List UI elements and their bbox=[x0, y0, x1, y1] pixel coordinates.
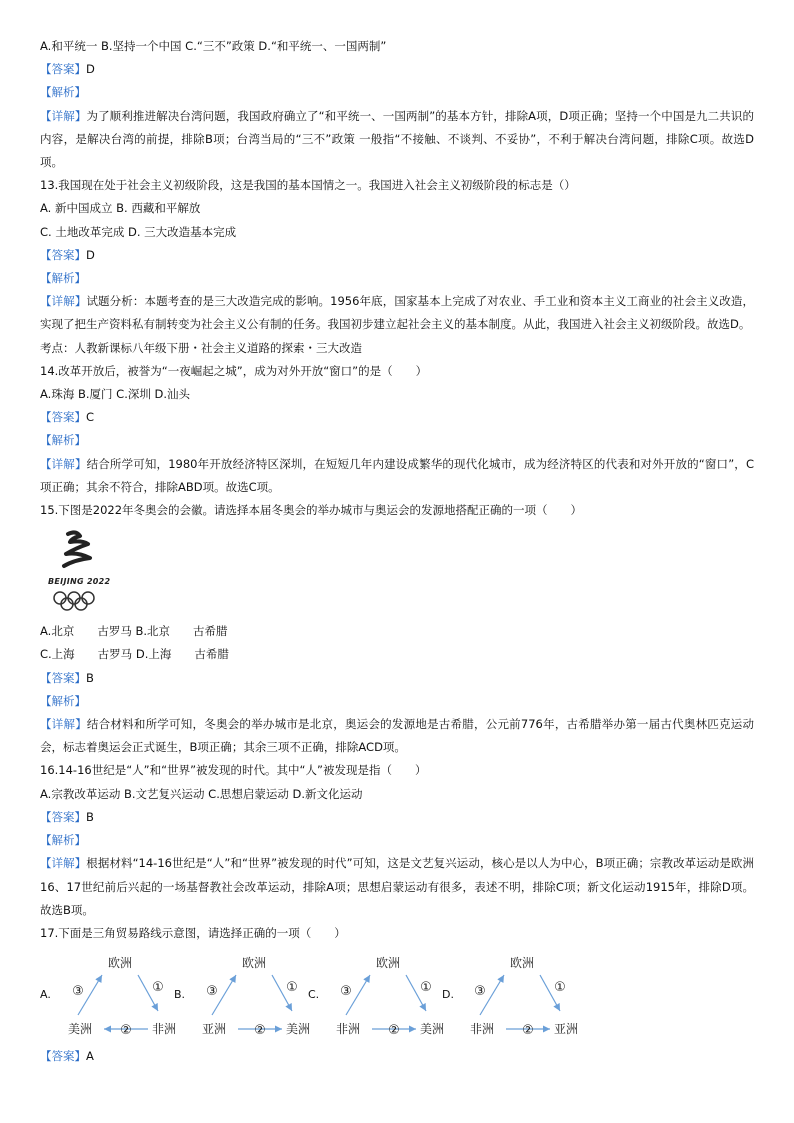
answer-value: B bbox=[86, 809, 94, 824]
document-body bbox=[40, 35, 754, 1068]
q15-options-line1: A.北京 古罗马 B.北京 古希腊 bbox=[40, 624, 228, 639]
detail-text: 试题分析：本题考查的是三大改造完成的影响。1956年底，国家基本上完成了对农业、手工业和资本主义工商业的社会主义改造，实现了把生产资料私有制转变为社会主义公有制的任务。我国初步建立起社会主义的基本制度。从此，我国进入社会主义初级阶段。故选D。 bbox=[40, 294, 755, 332]
detail-tag: 【详解】 bbox=[40, 294, 87, 309]
detail-text: 结合所学可知，1980年开放经济特区深圳，在短短几年内建设成繁华的现代化城市，成为经济特区的代表和对外开放的“窗口”，C项正确；其余不符合，排除ABD项。故选C项。 bbox=[40, 456, 754, 494]
continent-right-label: 美洲 bbox=[419, 1022, 445, 1037]
route-3-number: ③ bbox=[206, 984, 218, 1000]
continent-top-label: 欧洲 bbox=[375, 956, 401, 971]
route-1-number: ① bbox=[286, 980, 298, 996]
q13-options-line2: C. 土地改革完成 D. 三大改造基本完成 bbox=[40, 224, 237, 239]
diagram-c bbox=[308, 945, 458, 1045]
continent-right-label: 非洲 bbox=[151, 1022, 177, 1037]
q14-stem: 14.改革开放后，被誉为“一夜崛起之城”，成为对外开放“窗口”的是（ ） bbox=[40, 363, 428, 378]
answer-tag: 【答案】 bbox=[40, 670, 86, 685]
continent-top-label: 欧洲 bbox=[107, 956, 133, 971]
diagram-d bbox=[442, 945, 592, 1045]
q15-analysis-tag: 【解析】 bbox=[40, 693, 86, 708]
q16-answer bbox=[40, 806, 754, 829]
q15-answer bbox=[40, 667, 754, 690]
diagram-a bbox=[40, 945, 190, 1045]
detail-text: 为了顺利推进解决台湾问题，我国政府确立了“和平统一、一国两制”的基本方针，排除A项，D项正确；坚持一个中国是九二共识的内容，是解决台湾的前提，排除B项；台湾当局的“三不”政策 一般指“不接触、不谈判、不妥协”，不利于解决台湾问题，排除C项。故选D项。 bbox=[40, 108, 755, 170]
q15-stem: 15.下图是2022年冬奥会的会徽。请选择本届冬奥会的举办城市与奥运会的发源地搭配正确的一项（ ） bbox=[40, 503, 583, 518]
q13-options-line1: A. 新中国成立 B. 西藏和平解放 bbox=[40, 201, 201, 216]
q15-detail bbox=[40, 713, 754, 759]
diagram-option-label: A. bbox=[40, 988, 51, 1002]
q16-options: A.宗教改革运动 B.文艺复兴运动 C.思想启蒙运动 D.新文化运动 bbox=[40, 786, 363, 801]
q13-kaodian: 考点：人教新课标八年级下册・社会主义道路的探索・三大改造 bbox=[40, 340, 362, 355]
continent-right-label: 亚洲 bbox=[553, 1022, 579, 1037]
route-2-number: ② bbox=[254, 1023, 266, 1039]
diagram-option-label: D. bbox=[442, 988, 454, 1002]
q16-analysis-tag: 【解析】 bbox=[40, 833, 86, 848]
answer-value: B bbox=[86, 670, 94, 685]
q13-answer bbox=[40, 244, 754, 267]
continent-right-label: 美洲 bbox=[285, 1022, 311, 1037]
q17-answer bbox=[40, 1045, 754, 1068]
continent-left-label: 美洲 bbox=[67, 1022, 93, 1037]
detail-tag: 【详解】 bbox=[40, 717, 87, 732]
q12-analysis-tag: 【解析】 bbox=[40, 85, 86, 100]
detail-tag: 【详解】 bbox=[40, 856, 87, 871]
triangle-diagram bbox=[174, 945, 324, 1045]
detail-tag: 【详解】 bbox=[40, 456, 87, 471]
q17-stem: 17.下面是三角贸易路线示意图，请选择正确的一项（ ） bbox=[40, 925, 346, 940]
detail-text: 根据材料“14-16世纪是“人”和“世界”被发现的时代”可知，这是文艺复兴运动，核心是以人为中心，B项正确；宗教改革运动是欧洲16、17世纪前后兴起的一场基督教社会改革运动，排除A项；思想启蒙运动有很多，表述不明，排除C项；新文化运动1915年，排除D项。故选B项。 bbox=[40, 856, 755, 917]
triangle-diagram bbox=[442, 945, 592, 1045]
q12-answer bbox=[40, 58, 754, 81]
route-2-number: ② bbox=[522, 1023, 534, 1039]
continent-left-label: 亚洲 bbox=[201, 1022, 227, 1037]
answer-tag: 【答案】 bbox=[40, 1049, 86, 1064]
q14-answer bbox=[40, 406, 754, 429]
triangle-diagram bbox=[308, 945, 458, 1045]
winter-olympics-emblem bbox=[46, 526, 126, 616]
q13-analysis-tag: 【解析】 bbox=[40, 271, 86, 286]
answer-tag: 【答案】 bbox=[40, 62, 86, 77]
route-1-number: ① bbox=[554, 980, 566, 996]
q13-stem: 13.我国现在处于社会主义初级阶段，这是我国的基本国情之一。我国进入社会主义初级阶段的标志是（） bbox=[40, 178, 576, 193]
route-3-number: ③ bbox=[72, 984, 84, 1000]
answer-value: D bbox=[86, 62, 95, 77]
answer-tag: 【答案】 bbox=[40, 809, 86, 824]
diagram-b bbox=[174, 945, 324, 1045]
continent-top-label: 欧洲 bbox=[509, 956, 535, 971]
q15-options-line2: C.上海 古罗马 D.上海 古希腊 bbox=[40, 647, 229, 662]
triangle-trade-diagrams bbox=[40, 945, 754, 1045]
answer-tag: 【答案】 bbox=[40, 247, 86, 262]
q14-analysis-tag: 【解析】 bbox=[40, 433, 86, 448]
continent-left-label: 非洲 bbox=[469, 1022, 495, 1037]
continent-left-label: 非洲 bbox=[335, 1022, 361, 1037]
route-2-number: ② bbox=[120, 1023, 132, 1039]
answer-tag: 【答案】 bbox=[40, 410, 86, 425]
detail-text: 结合材料和所学可知，冬奥会的举办城市是北京，奥运会的发源地是古希腊，公元前776年，古希腊举办第一届古代奥林匹克运动会，标志着奥运会正式诞生，B项正确；其余三项不正确，排除ACD项。 bbox=[40, 717, 754, 755]
answer-value: A bbox=[86, 1049, 94, 1064]
route-1-number: ① bbox=[420, 980, 432, 996]
triangle-diagram bbox=[40, 945, 190, 1045]
q13-detail bbox=[40, 290, 754, 336]
answer-value: D bbox=[86, 247, 95, 262]
diagram-option-label: B. bbox=[174, 988, 186, 1002]
q14-options: A.珠海 B.厦门 C.深圳 D.汕头 bbox=[40, 387, 191, 402]
q12-options: A.和平统一 B.坚持一个中国 C.“三不”政策 D.“和平统一、一国两制” bbox=[40, 39, 387, 53]
route-1-number: ① bbox=[152, 980, 164, 996]
answer-value: C bbox=[86, 410, 95, 425]
route-3-number: ③ bbox=[340, 984, 352, 1000]
route-2-number: ② bbox=[388, 1023, 400, 1039]
q16-detail bbox=[40, 852, 754, 922]
q14-detail bbox=[40, 453, 754, 499]
detail-tag: 【详解】 bbox=[40, 108, 87, 123]
q16-stem: 16.14-16世纪是“人”和“世界”被发现的时代。其中“人”被发现是指（ ） bbox=[40, 763, 427, 778]
route-3-number: ③ bbox=[474, 984, 486, 1000]
diagram-option-label: C. bbox=[308, 988, 320, 1002]
emblem-text: BEIJING 2022 bbox=[48, 577, 111, 587]
q12-detail bbox=[40, 105, 754, 175]
continent-top-label: 欧洲 bbox=[241, 956, 267, 971]
